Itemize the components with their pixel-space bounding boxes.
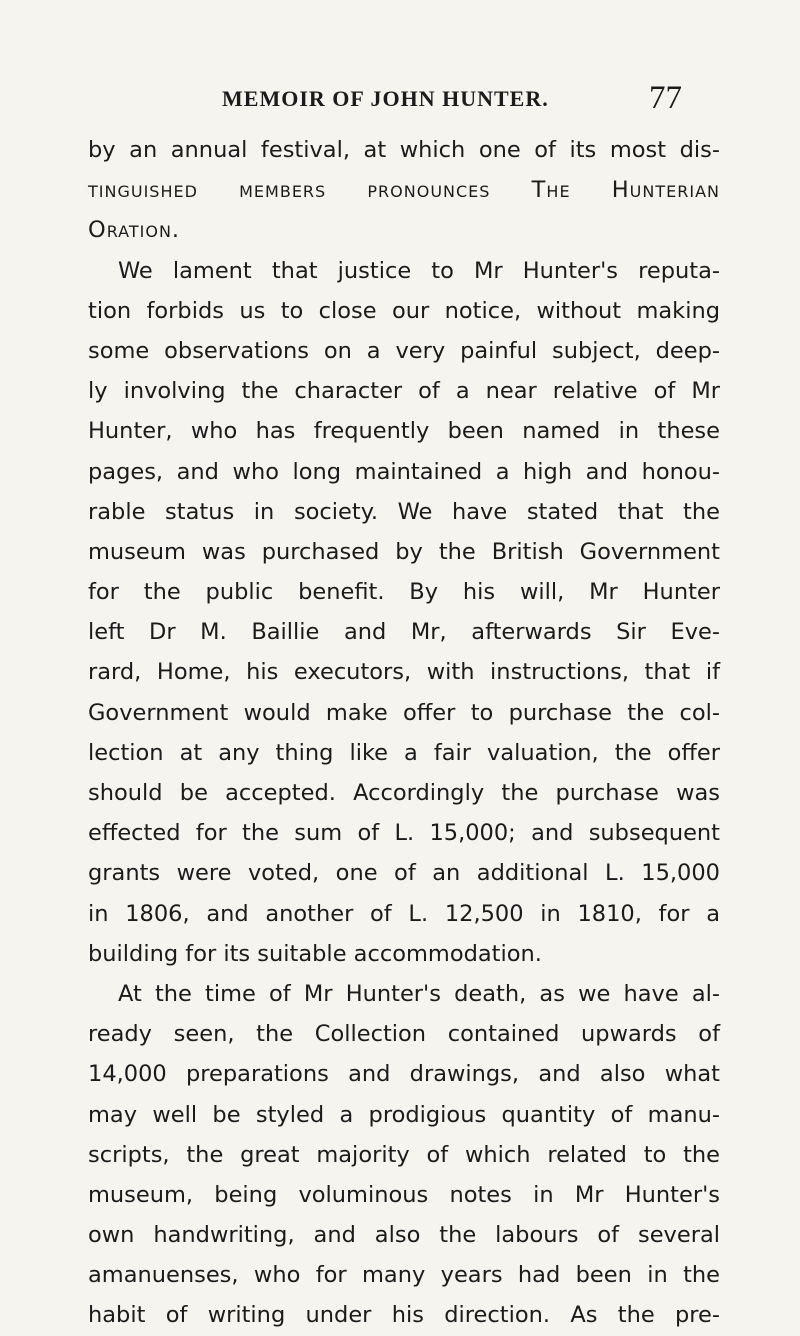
text-line: some observations on a very painful subject, deep- — [88, 337, 720, 364]
text-line: ly involving the character of a near relative of Mr — [88, 378, 720, 405]
text-line: Oration. — [88, 217, 181, 244]
text-line: should be accepted. Accordingly the purchase was — [88, 780, 720, 806]
text-line: lection at any thing like a fair valuation, the offer — [88, 739, 720, 766]
text-line: habit of writing under his direction. As the pre- — [88, 1302, 720, 1329]
text-line: tinguished members pronounces The Hunterian — [88, 177, 720, 204]
text-line: rable status in society. We have stated that the — [88, 498, 720, 525]
text-line: museum was purchased by the British Government — [88, 538, 720, 565]
text-line: At the time of Mr Hunter's death, as we have al- — [118, 980, 720, 1007]
running-title: MEMOIR OF JOHN HUNTER. — [222, 86, 549, 111]
running-header — [222, 80, 682, 120]
text-line: tion forbids us to close our notice, without making — [88, 297, 720, 324]
text-line: 14,000 preparations and drawings, and also what — [88, 1061, 720, 1088]
text-line: We lament that justice to Mr Hunter's reputa- — [118, 257, 720, 284]
text-line: museum, being voluminous notes in Mr Hunter's — [88, 1181, 720, 1208]
text-line: in 1806, and another of L. 12,500 in 1810, for a — [88, 900, 720, 927]
text-line: left Dr M. Baillie and Mr, afterwards Sir Eve- — [88, 619, 720, 646]
body-text — [88, 130, 720, 1336]
text-line: scripts, the great majority of which related to the — [88, 1141, 720, 1168]
text-line: pages, and who long maintained a high and honou- — [88, 458, 720, 485]
text-line: rard, Home, his executors, with instructions, that if — [88, 659, 720, 686]
text-line: for the public benefit. By his will, Mr Hunter — [88, 579, 720, 606]
text-line: building for its suitable accommodation. — [88, 940, 542, 967]
page-number: 77 — [649, 80, 682, 116]
text-line: effected for the sum of L. 15,000; and subsequent — [88, 820, 720, 847]
text-line: ready seen, the Collection contained upwards of — [88, 1021, 720, 1048]
text-line: amanuenses, who for many years had been in the — [88, 1262, 720, 1289]
text-line: grants were voted, one of an additional L. 15,000 — [88, 860, 720, 887]
text-line: Government would make offer to purchase the col- — [88, 699, 720, 726]
text-line: own handwriting, and also the labours of several — [88, 1222, 720, 1249]
text-line: by an annual festival, at which one of its most dis- — [88, 137, 720, 163]
text-line: may well be styled a prodigious quantity of manu- — [88, 1101, 720, 1128]
text-line: Hunter, who has frequently been named in these — [88, 418, 720, 445]
